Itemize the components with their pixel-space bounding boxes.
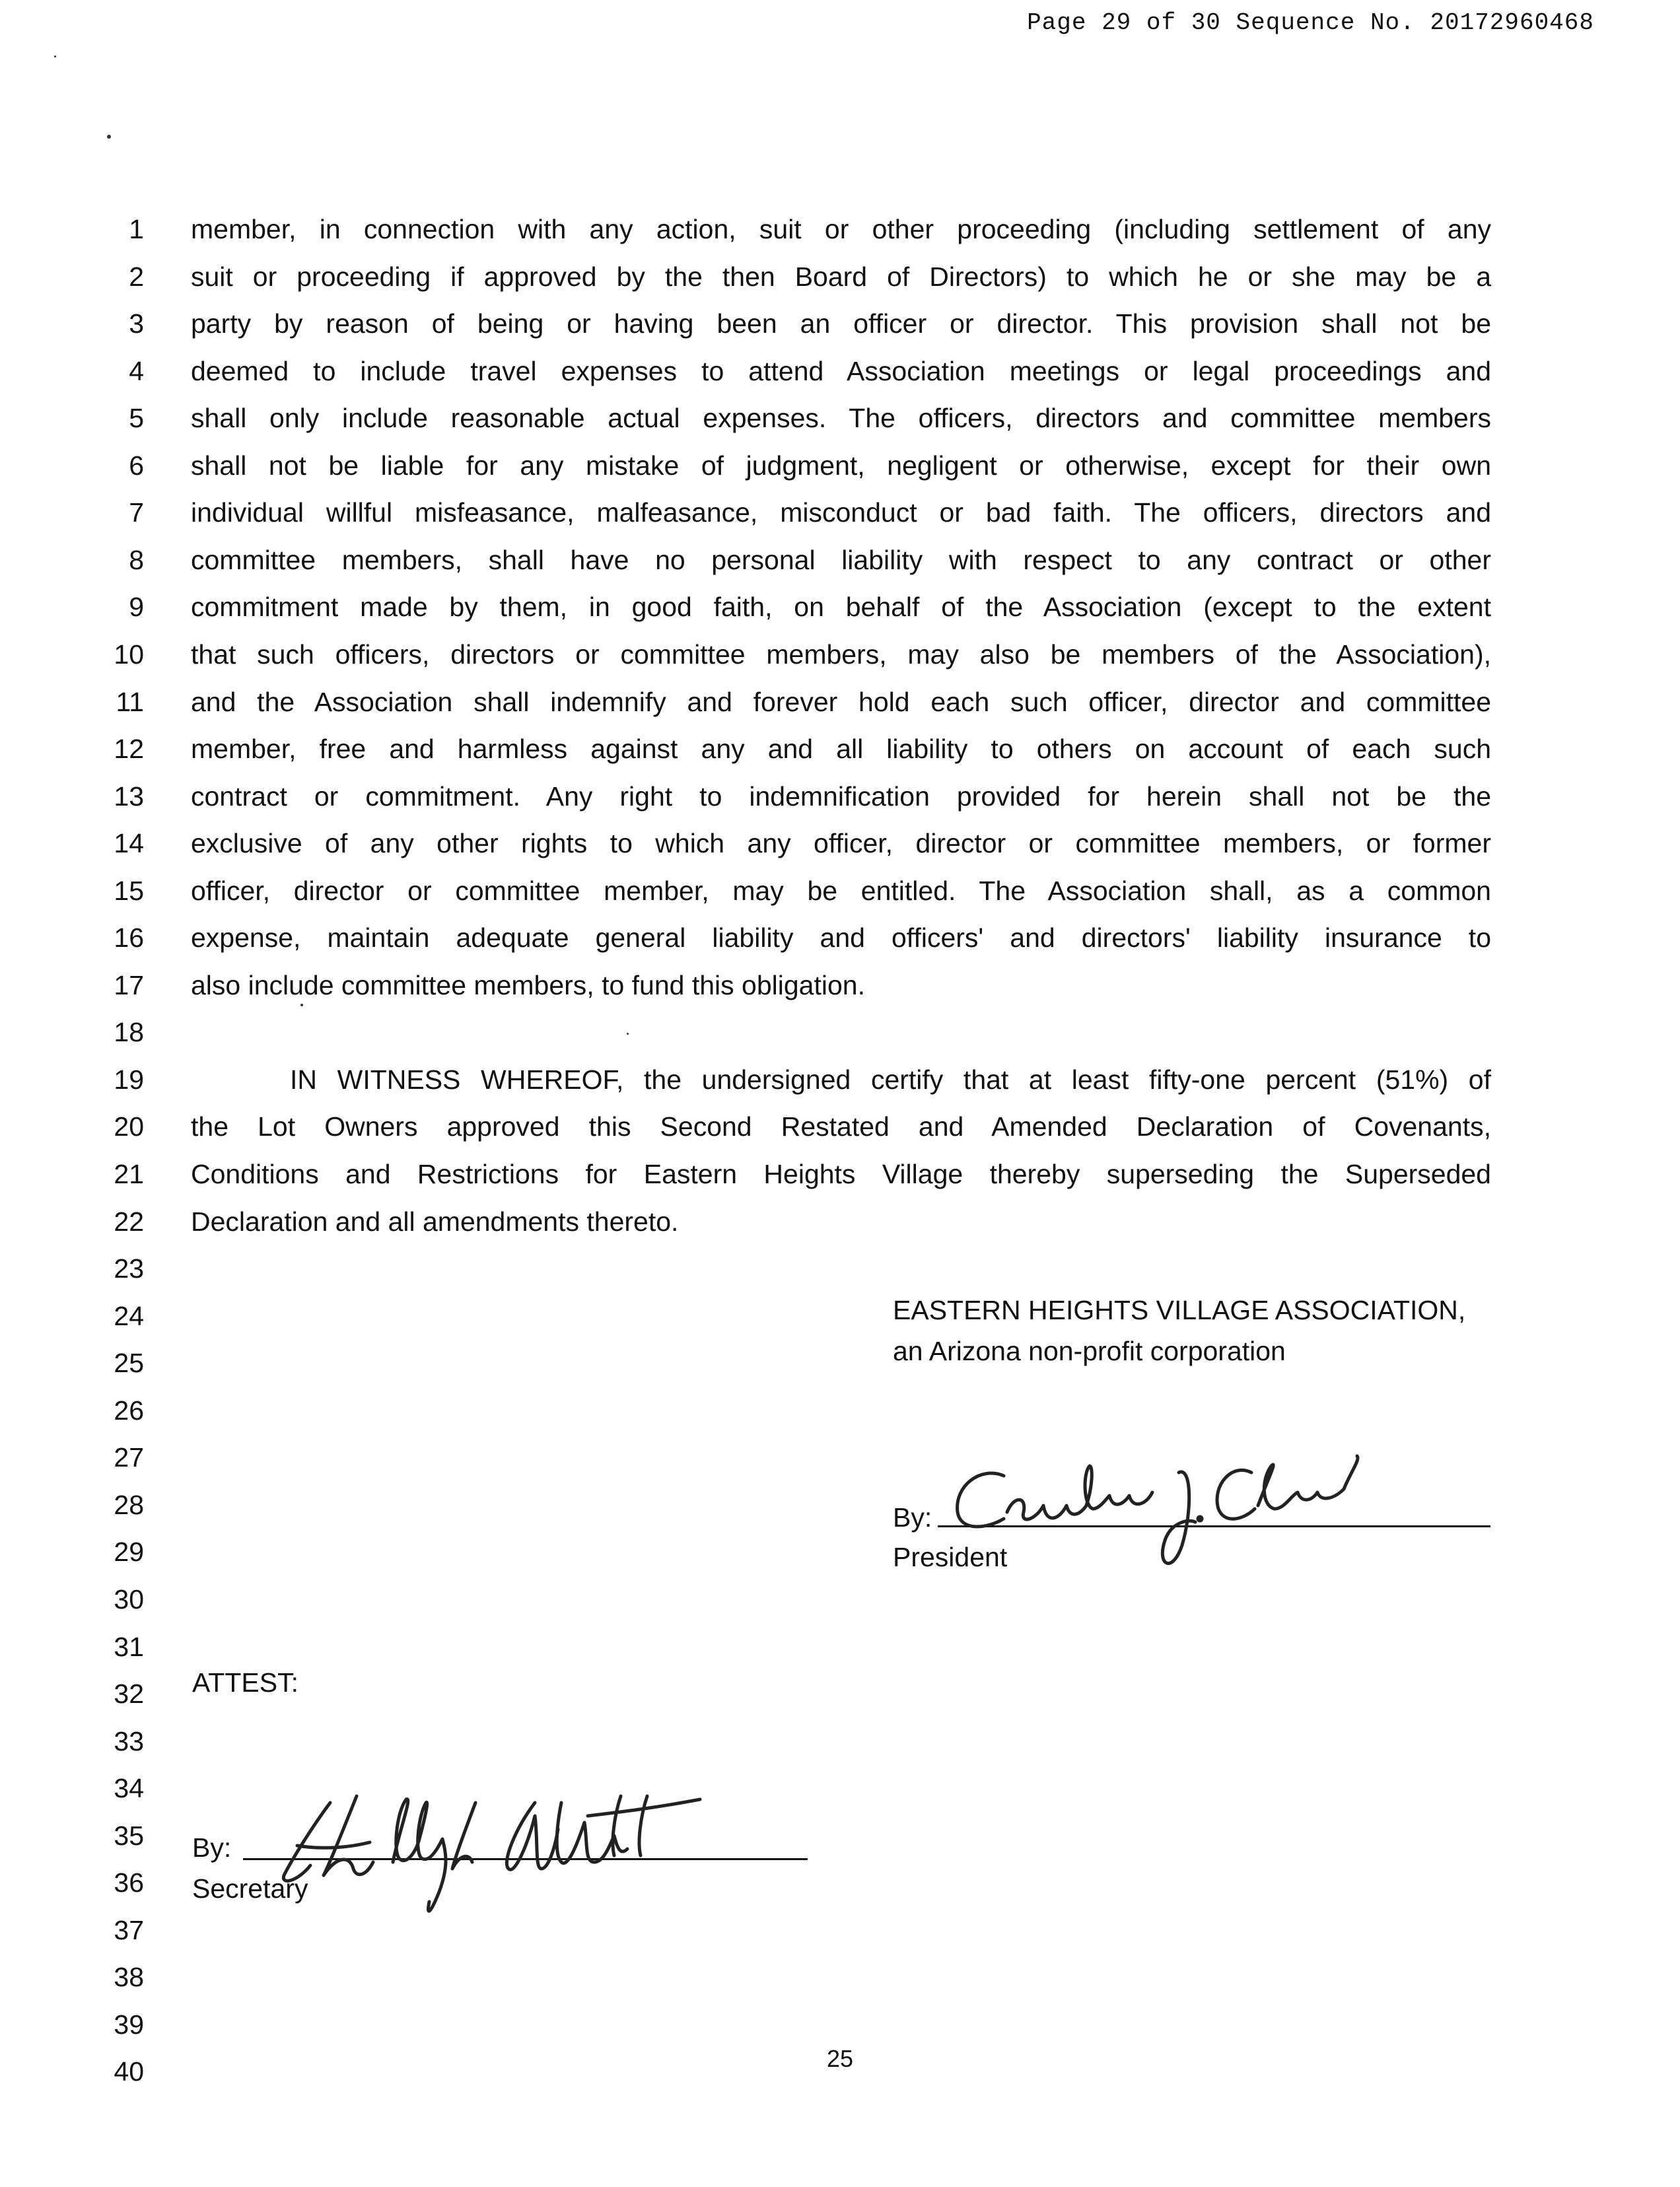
line-number: 27 xyxy=(114,1442,144,1473)
page-number: 25 xyxy=(826,2045,854,2072)
line-number: 20 xyxy=(114,1111,144,1142)
line-number: 34 xyxy=(114,1773,144,1804)
line-number: 29 xyxy=(114,1537,144,1568)
line-number: 6 xyxy=(129,450,144,481)
line-number: 32 xyxy=(114,1679,144,1710)
body-text-line: committee members, shall have no personal liability with respect to any contract or other xyxy=(191,544,1491,575)
line-number: 28 xyxy=(114,1489,144,1520)
body-text-line: contract or commitment. Any right to indemnification provided for herein shall not be the xyxy=(191,781,1491,812)
scan-speck xyxy=(300,1004,303,1006)
line-number: 5 xyxy=(129,403,144,434)
line-number: 25 xyxy=(114,1348,144,1379)
line-number: 40 xyxy=(114,2056,144,2087)
president-signature xyxy=(941,1446,1403,1565)
body-text-line: suit or proceeding if approved by the then Board of Directors) to which he or she may be a xyxy=(191,261,1491,292)
line-number: 15 xyxy=(114,875,144,906)
secretary-by-label: By: xyxy=(192,1832,232,1863)
scan-speck xyxy=(627,1033,629,1035)
line-number: 37 xyxy=(114,1914,144,1945)
line-number: 4 xyxy=(129,355,144,386)
body-text-line: and the Association shall indemnify and forever hold each such officer, director and committee xyxy=(191,686,1491,717)
body-text-line: officer, director or committee member, may be entitled. The Association shall, as a common xyxy=(191,875,1491,906)
body-text-line: shall not be liable for any mistake of judgment, negligent or otherwise, except for their own xyxy=(191,450,1491,481)
body-text-line: exclusive of any other rights to which any officer, director or committee members, or former xyxy=(191,828,1491,859)
body-text-line: individual willful misfeasance, malfeasance, misconduct or bad faith. The officers, directors and xyxy=(191,497,1491,528)
line-number: 30 xyxy=(114,1583,144,1614)
attest-label: ATTEST: xyxy=(192,1667,298,1698)
association-description: an Arizona non-profit corporation xyxy=(893,1336,1286,1366)
scan-speck xyxy=(107,135,111,139)
line-number: 13 xyxy=(114,781,144,812)
line-number: 9 xyxy=(129,592,144,623)
line-number: 16 xyxy=(114,922,144,954)
line-number: 17 xyxy=(114,969,144,1000)
body-text-line: expense, maintain adequate general liability and officers' and directors' liability insurance to xyxy=(191,922,1491,954)
body-text-line: also include committee members, to fund this obligation. xyxy=(191,969,865,1000)
line-number: 39 xyxy=(114,2009,144,2040)
line-number: 3 xyxy=(129,308,144,339)
line-number: 18 xyxy=(114,1017,144,1048)
body-text-line: the Lot Owners approved this Second Restated and Amended Declaration of Covenants, xyxy=(191,1111,1491,1142)
line-number: 23 xyxy=(114,1253,144,1284)
body-text-line: member, in connection with any action, suit or other proceeding (including settlement of any xyxy=(191,214,1491,244)
secretary-title: Secretary xyxy=(192,1873,308,1904)
secretary-signature xyxy=(277,1789,700,1922)
line-number: 7 xyxy=(129,497,144,528)
association-name: EASTERN HEIGHTS VILLAGE ASSOCIATION, xyxy=(893,1295,1466,1325)
body-text-line: party by reason of being or having been an officer or director. This provision shall not be xyxy=(191,308,1491,339)
line-number: 21 xyxy=(114,1159,144,1189)
line-number: 24 xyxy=(114,1300,144,1331)
line-number: 19 xyxy=(114,1064,144,1095)
line-number: 1 xyxy=(129,214,144,244)
body-text-line: shall only include reasonable actual expenses. The officers, directors and committee members xyxy=(191,403,1491,434)
line-number: 36 xyxy=(114,1867,144,1898)
line-number: 31 xyxy=(114,1631,144,1662)
line-number: 14 xyxy=(114,828,144,859)
line-number: 8 xyxy=(129,544,144,575)
body-text-line: deemed to include travel expenses to attend Association meetings or legal proceedings and xyxy=(191,355,1491,386)
line-number: 33 xyxy=(114,1725,144,1756)
line-number: 38 xyxy=(114,1962,144,1993)
body-text-line: commitment made by them, in good faith, on behalf of the Association (except to the extent xyxy=(191,592,1491,623)
recording-stamp: Page 29 of 30 Sequence No. 20172960468 xyxy=(1027,9,1594,36)
line-number: 22 xyxy=(114,1206,144,1237)
line-number: 11 xyxy=(116,686,144,717)
body-text-line: IN WITNESS WHEREOF, the undersigned certify that at least fifty-one percent (51%) of xyxy=(290,1064,1491,1095)
president-title: President xyxy=(893,1542,1008,1572)
body-text-line: that such officers, directors or committee members, may also be members of the Association), xyxy=(191,639,1491,670)
scan-speck xyxy=(54,55,56,57)
line-number: 35 xyxy=(114,1820,144,1851)
line-number: 12 xyxy=(114,734,144,765)
line-number: 10 xyxy=(114,639,144,670)
body-text-line: Conditions and Restrictions for Eastern Heights Village thereby superseding the Superseded xyxy=(191,1159,1491,1189)
line-number: 2 xyxy=(129,261,144,292)
body-text-line: member, free and harmless against any and all liability to others on account of each such xyxy=(191,734,1491,765)
president-by-label: By: xyxy=(893,1502,932,1533)
line-number: 26 xyxy=(114,1395,144,1426)
body-text-line: Declaration and all amendments thereto. xyxy=(191,1206,679,1237)
